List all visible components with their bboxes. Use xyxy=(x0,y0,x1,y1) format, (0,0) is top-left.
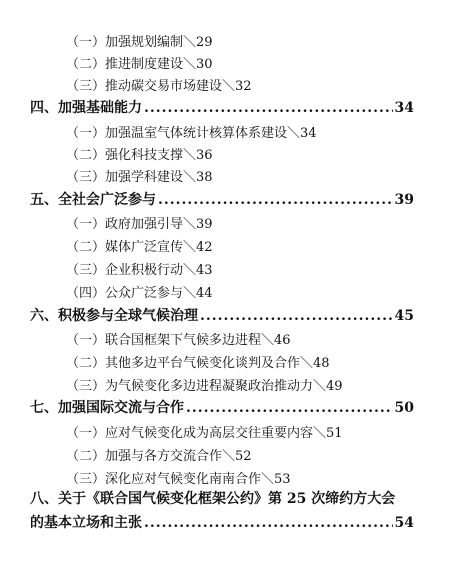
toc-section-title: 七、加强国际交流与合作 xyxy=(30,400,184,416)
toc-subsection[interactable]: （三）企业积极行动＼43 xyxy=(66,263,213,278)
toc-section-title-line1: 八、关于《联合国气候变化框架公约》第 25 次缔约方大会 xyxy=(30,491,396,507)
toc-section-title-line2: 的基本立场和主张 xyxy=(30,515,142,531)
toc-section[interactable] xyxy=(30,192,414,209)
toc-subsection[interactable]: （三）为气候变化多边进程凝聚政治推动力＼49 xyxy=(66,379,343,394)
toc-section-title: 四、加强基础能力 xyxy=(30,100,142,116)
toc-subsection[interactable]: （一）加强规划编制＼29 xyxy=(66,35,213,50)
toc-section[interactable] xyxy=(30,400,414,417)
toc-leader-dots xyxy=(186,400,393,417)
toc-section-title: 六、积极参与全球气候治理 xyxy=(30,308,198,324)
toc-page-number: 50 xyxy=(394,400,414,416)
toc-subsection[interactable]: （二）媒体广泛宣传＼42 xyxy=(66,240,213,255)
toc-section-title: 五、全社会广泛参与 xyxy=(30,192,156,208)
toc-subsection[interactable]: （三）推动碳交易市场建设＼32 xyxy=(66,79,252,94)
toc-subsection[interactable]: （三）深化应对气候变化南南合作＼53 xyxy=(66,472,291,487)
toc-subsection[interactable]: （二）强化科技支撑＼36 xyxy=(66,148,213,163)
toc-subsection[interactable]: （一）应对气候变化成为高层交往重要内容＼51 xyxy=(66,426,343,441)
toc-subsection[interactable]: （一）加强温室气体统计核算体系建设＼34 xyxy=(66,126,317,141)
toc-subsection[interactable]: （二）推进制度建设＼30 xyxy=(66,57,213,72)
toc-page-number: 39 xyxy=(394,192,414,208)
toc-subsection[interactable]: （三）加强学科建设＼38 xyxy=(66,170,213,185)
toc-section[interactable] xyxy=(30,100,414,117)
toc-page-number: 34 xyxy=(394,100,414,116)
toc-section[interactable] xyxy=(30,308,414,325)
toc-leader-dots xyxy=(144,100,393,117)
toc-leader-dots xyxy=(144,515,393,532)
toc-leader-dots xyxy=(158,192,393,209)
toc-page-number: 54 xyxy=(394,515,414,531)
toc-subsection[interactable]: （二）加强与各方交流合作＼52 xyxy=(66,449,252,464)
toc-section-multiline[interactable] xyxy=(30,491,414,508)
toc-leader-dots xyxy=(200,308,393,325)
toc-section-line2[interactable] xyxy=(30,515,414,532)
toc-subsection[interactable]: （四）公众广泛参与＼44 xyxy=(66,286,213,301)
toc-subsection[interactable]: （一）政府加强引导＼39 xyxy=(66,217,213,232)
toc-subsection[interactable]: （二）其他多边平台气候变化谈判及合作＼48 xyxy=(66,356,330,371)
toc-page-number: 45 xyxy=(394,308,414,324)
toc-subsection[interactable]: （一）联合国框架下气候多边进程＼46 xyxy=(66,333,291,348)
